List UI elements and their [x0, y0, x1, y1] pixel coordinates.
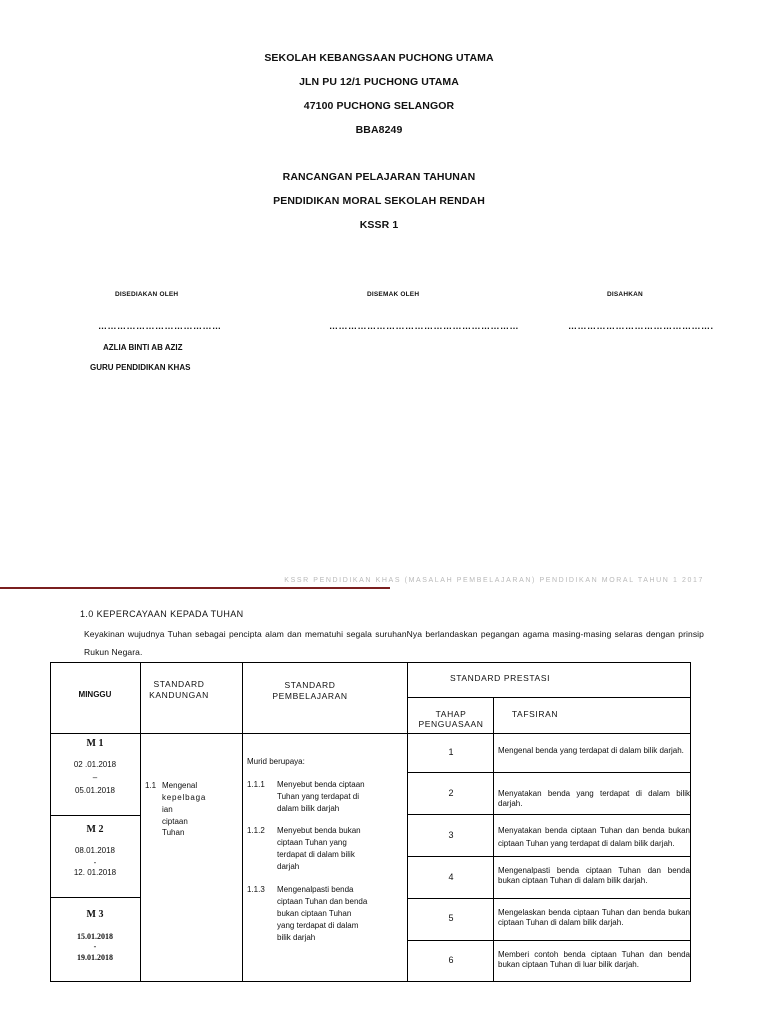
- week-start-date: 15.01.2018: [77, 932, 113, 941]
- kandungan-line: Mengenal: [162, 781, 198, 790]
- header-tafsiran: TAFSIRAN: [511, 709, 559, 719]
- row-divider: [50, 815, 140, 816]
- header-minggu: MINGGU: [78, 690, 112, 699]
- running-header: KSSR PENDIDIKAN KHAS (MASALAH PEMBELAJARAN) PENDIDIKAN MORAL TAHUN 1 2017: [284, 577, 704, 584]
- pembelajaran-item-line: Menyebut benda bukan: [277, 826, 361, 835]
- row-divider: [407, 940, 691, 941]
- level-description: Mengenal benda yang terdapat di dalam bilik darjah.: [498, 746, 684, 755]
- plan-title: RANCANGAN PELAJARAN TAHUNAN: [282, 171, 476, 183]
- school-address-line2: 47100 PUCHONG SELANGOR: [303, 100, 455, 112]
- week-end-date: 19.01.2018: [77, 953, 113, 962]
- level-number: 4: [448, 872, 454, 882]
- preparer-position: GURU PENDIDIKAN KHAS: [90, 363, 191, 372]
- row-divider: [407, 697, 691, 698]
- checked-signature-line: ……………………………………………………: [329, 321, 519, 331]
- week-end-date: 05.01.2018: [74, 786, 116, 795]
- week-start-date: 02 .01.2018: [73, 760, 117, 769]
- section-title: 1.0 KEPERCAYAAN KEPADA TUHAN: [80, 609, 244, 619]
- kandungan-number: 1.1: [145, 781, 157, 790]
- pembelajaran-item-line: terdapat di dalam bilik: [277, 850, 355, 859]
- plan-curriculum: KSSR 1: [359, 219, 399, 231]
- school-name: SEKOLAH KEBANGSAAN PUCHONG UTAMA: [264, 52, 494, 64]
- level-number: 2: [448, 788, 454, 798]
- week-date-separator: –: [92, 773, 98, 782]
- pembelajaran-item-line: Tuhan yang terdapat di: [277, 792, 359, 801]
- week-code: M 1: [86, 738, 104, 749]
- level-description: Mengelaskan benda ciptaan Tuhan dan benda bukan ciptaan Tuhan di dalam bilik darjah.: [498, 908, 690, 927]
- checked-by-label: DISEMAK OLEH: [367, 291, 420, 298]
- week-code: M 2: [86, 824, 104, 835]
- pembelajaran-item-number: 1.1.1: [247, 780, 265, 789]
- level-number: 1: [448, 747, 454, 757]
- pembelajaran-item-line: bukan ciptaan Tuhan: [277, 909, 352, 918]
- week-start-date: 08.01.2018: [74, 846, 116, 855]
- header-rule: [0, 587, 390, 589]
- section-description: Keyakinan wujudnya Tuhan sebagai pencipta alam dan mematuhi segala suruhanNya berlandaskan pegangan agama masing-masing selaras dengan prinsip Rukun Negara.: [84, 629, 704, 657]
- pembelajaran-intro: Murid berupaya:: [247, 757, 305, 766]
- pembelajaran-item-line: dalam bilik darjah: [277, 804, 340, 813]
- level-number: 5: [448, 913, 454, 923]
- header-pembelajaran-line2: PEMBELAJARAN: [272, 691, 348, 701]
- row-divider: [407, 856, 691, 857]
- prepared-signature-line: …………………………………: [98, 321, 222, 331]
- week-date-separator: -: [93, 942, 97, 951]
- kandungan-line: ian: [162, 805, 173, 814]
- row-divider: [50, 733, 691, 734]
- header-pembelajaran-line1: STANDARD: [284, 680, 336, 690]
- header-kandungan-line1: STANDARD: [153, 679, 205, 689]
- col-divider: [242, 662, 243, 982]
- lesson-plan-table: [50, 662, 691, 982]
- pembelajaran-item-line: Mengenalpasti benda: [277, 885, 354, 894]
- plan-subject: PENDIDIKAN MORAL SEKOLAH RENDAH: [273, 195, 485, 207]
- prepared-by-label: DISEDIAKAN OLEH: [115, 291, 179, 298]
- week-end-date: 12. 01.2018: [73, 868, 117, 877]
- header-tahap-line2: PENGUASAAN: [418, 719, 484, 729]
- header-tahap-line1: TAHAP: [435, 709, 467, 719]
- week-code: M 3: [86, 909, 104, 920]
- row-divider: [407, 898, 691, 899]
- pembelajaran-item-line: ciptaan Tuhan yang: [277, 838, 347, 847]
- level-description: Menyatakan benda ciptaan Tuhan dan benda bukan ciptaan Tuhan yang terdapat di dalam bilik darjah.: [498, 826, 690, 848]
- level-description: Mengenalpasti benda ciptaan Tuhan dan benda bukan ciptaan Tuhan di dalam bilik darjah.: [498, 866, 690, 885]
- level-number: 3: [448, 830, 454, 840]
- row-divider: [407, 814, 691, 815]
- pembelajaran-item-line: darjah: [277, 862, 300, 871]
- pembelajaran-item-line: yang terdapat di dalam: [277, 921, 359, 930]
- kandungan-line: Tuhan: [162, 828, 185, 837]
- row-divider: [50, 897, 140, 898]
- school-address-line1: JLN PU 12/1 PUCHONG UTAMA: [299, 76, 459, 88]
- level-number: 6: [448, 955, 454, 965]
- level-description: Memberi contoh benda ciptaan Tuhan dan benda bukan ciptaan Tuhan di luar bilik darjah.: [498, 950, 690, 969]
- pembelajaran-item-number: 1.1.2: [247, 826, 265, 835]
- preparer-name: AZLIA BINTI AB AZIZ: [103, 343, 183, 352]
- kandungan-line: ciptaan: [162, 817, 188, 826]
- level-description: Menyatakan benda yang terdapat di dalam bilik darjah.: [498, 789, 690, 808]
- week-date-separator: -: [93, 858, 97, 867]
- school-code: BBA8249: [355, 124, 403, 136]
- header-prestasi: STANDARD PRESTASI: [449, 673, 551, 683]
- pembelajaran-item-number: 1.1.3: [247, 885, 265, 894]
- col-divider: [140, 662, 141, 982]
- approved-signature-line: ……………………………………….: [568, 321, 714, 331]
- row-divider: [407, 772, 691, 773]
- approved-by-label: DISAHKAN: [607, 291, 643, 298]
- header-kandungan-line2: KANDUNGAN: [149, 690, 209, 700]
- kandungan-line: kepelbaga: [162, 793, 207, 802]
- pembelajaran-item-line: ciptaan Tuhan dan benda: [277, 897, 368, 906]
- pembelajaran-item-line: Menyebut benda ciptaan: [277, 780, 365, 789]
- pembelajaran-item-line: bilik darjah: [277, 933, 316, 942]
